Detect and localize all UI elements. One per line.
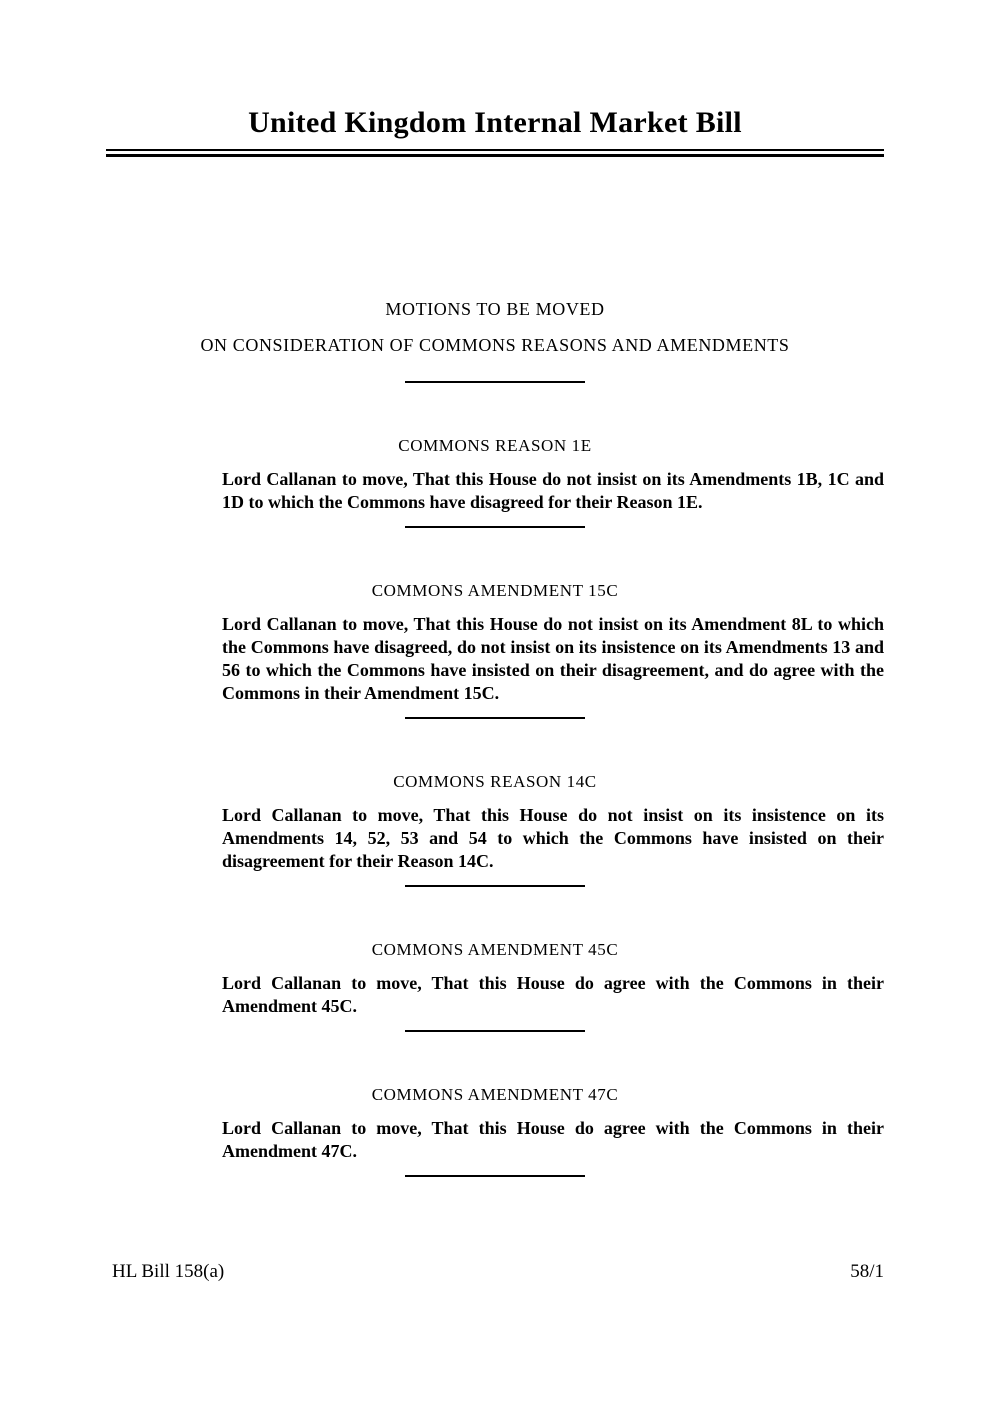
section-divider — [405, 885, 585, 887]
motion-heading: COMMONS REASON 1E — [398, 436, 592, 455]
motion-heading: COMMONS REASON 14C — [393, 772, 597, 791]
motion-heading: COMMONS AMENDMENT 45C — [371, 940, 619, 959]
page-footer — [112, 1260, 884, 1284]
motion-heading: COMMONS AMENDMENT 15C — [371, 581, 619, 600]
section-divider — [405, 717, 585, 719]
motion-body: Lord Callanan to move, That this House do not insist on its insistence on its Amendments 14, 52, 53 and 54 to which the Commons have insisted on their disagreement for their Reason 14C. — [222, 805, 884, 871]
section-divider — [405, 381, 585, 383]
session-page-number: 58/1 — [850, 1261, 884, 1282]
motion-heading: COMMONS AMENDMENT 47C — [371, 1085, 619, 1104]
motion-section-commons-amendment-45c — [106, 939, 884, 1032]
motion-section-commons-amendment-15c — [106, 580, 884, 719]
section-divider — [405, 1030, 585, 1032]
section-divider — [405, 526, 585, 528]
motion-body: Lord Callanan to move, That this House do not insist on its Amendments 1B, 1C and 1D to which the Commons have disagreed for their Reason 1E. — [222, 469, 884, 512]
document-subtitle — [106, 291, 884, 363]
subtitle-line-1: MOTIONS TO BE MOVED — [385, 299, 605, 319]
motion-section-commons-reason-1e — [106, 435, 884, 528]
motion-body: Lord Callanan to move, That this House do agree with the Commons in their Amendment 47C. — [222, 1118, 884, 1161]
bill-reference: HL Bill 158(a) — [112, 1261, 225, 1282]
title-double-rule — [106, 149, 884, 157]
motion-body: Lord Callanan to move, That this House do not insist on its Amendment 8L to which the Commons have disagreed, do not insist on its insistence on its Amendments 13 and 56 to which the Commons have insisted on their disagreement, and do agree with the Commons in their Amendment 15C. — [222, 614, 884, 703]
subtitle-line-2: ON CONSIDERATION OF COMMONS REASONS AND AMENDMENTS — [200, 335, 790, 355]
bill-title: United Kingdom Internal Market Bill — [248, 106, 742, 139]
motion-section-commons-amendment-47c — [106, 1084, 884, 1177]
section-divider — [405, 1175, 585, 1177]
motion-body: Lord Callanan to move, That this House do agree with the Commons in their Amendment 45C. — [222, 973, 884, 1016]
motion-section-commons-reason-14c — [106, 771, 884, 887]
